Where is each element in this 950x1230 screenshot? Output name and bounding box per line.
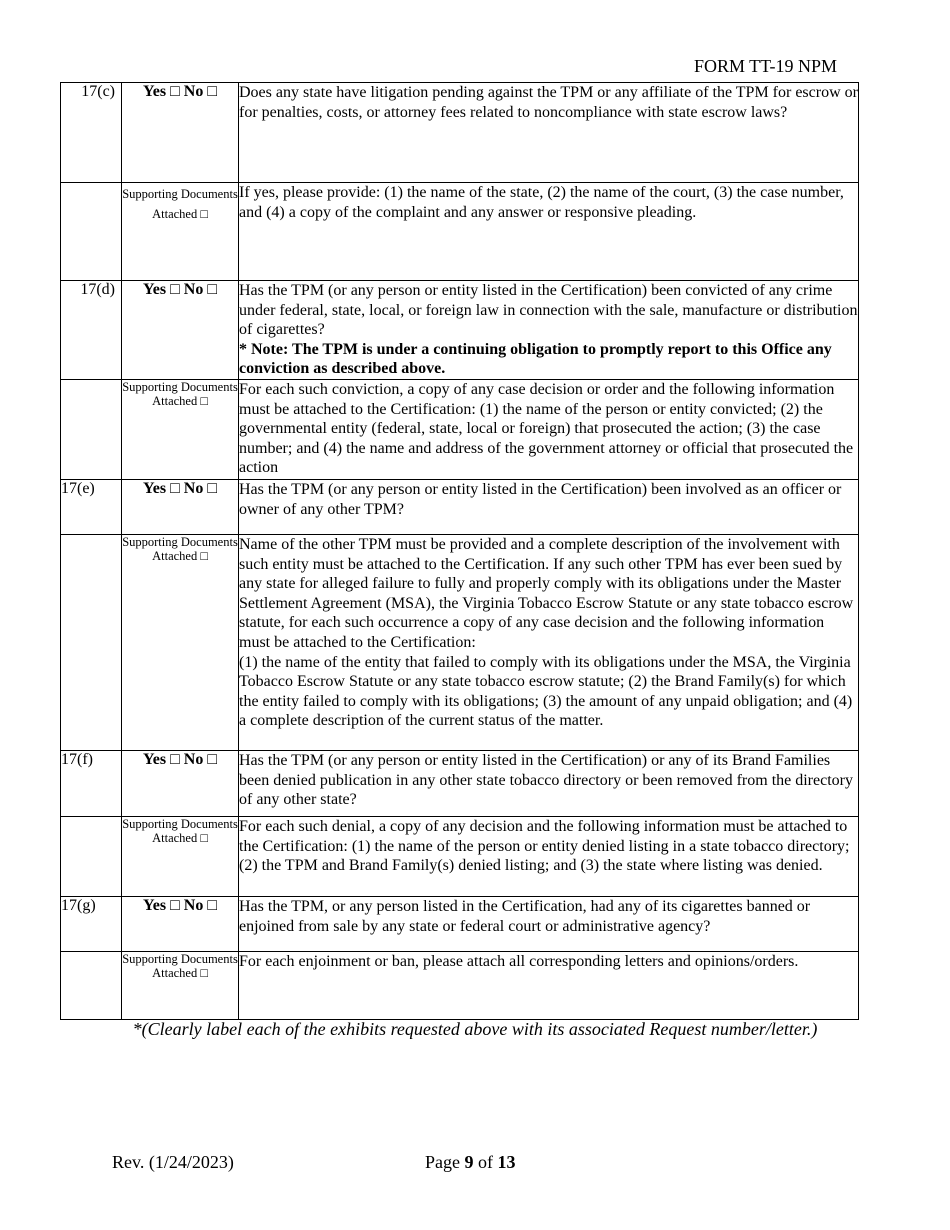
supporting-documents-checkbox[interactable]: Supporting Documents Attached □ <box>122 951 239 1019</box>
page-number: 9 <box>464 1152 474 1172</box>
support-row-17d <box>61 379 859 479</box>
support-instructions: For each enjoinment or ban, please attach all corresponding letters and opinions/orders. <box>239 951 859 1019</box>
support-row-17f <box>61 816 859 896</box>
support-instructions: For each such conviction, a copy of any case decision or order and the following information must be attached to the Certification: (1) the name of the person or entity convicted; (2) the governmental entity (federal, state, local or foreign) that prosecuted the action; (3) the case number; and (4) the name and address of the government attorney or official that prosecuted the action <box>239 379 859 479</box>
question-text: Has the TPM, or any person listed in the Certification, had any of its cigarettes banned or enjoined from sale by any state or federal court or administrative agency? <box>239 896 859 951</box>
support-instructions: Name of the other TPM must be provided and a complete description of the involvement with such entity must be attached to the Certification. If any such other TPM has ever been sued by any state for alleged failure to fully and properly comply with its obligations under the Master Settlement Agreement (MSA), the Virginia Tobacco Escrow Statute or any state tobacco escrow statute, for each such occurrence a copy of any case decision and the following information must be attached to the Certification: <box>239 535 854 651</box>
question-row-17f <box>61 750 859 816</box>
question-row-17c <box>61 83 859 183</box>
question-row-17g <box>61 896 859 951</box>
support-instructions-list: (1) the name of the entity that failed to comply with its obligations under the MSA, the Virginia Tobacco Escrow Statute or any state tobacco escrow statute; (2) the Brand Family(s) for which the entity failed to comply with its obligations; (3) the amount of any unpaid obligation; and (4) a complete description of the current status of the matter. <box>239 653 853 730</box>
yes-no-checkboxes[interactable]: Yes □ No □ <box>122 750 239 816</box>
question-text: Has the TPM (or any person or entity listed in the Certification) been convicted of any crime under federal, state, local, or foreign law in connection with the sale, manufacture or distribution of cigarettes? <box>239 282 858 339</box>
form-id: FORM TT-19 NPM <box>693 56 837 76</box>
question-number: 17(g) <box>61 896 122 951</box>
yes-no-checkboxes[interactable]: Yes □ No □ <box>122 83 239 183</box>
certification-table <box>60 82 859 1020</box>
support-row-17c <box>61 183 859 281</box>
support-instructions: If yes, please provide: (1) the name of the state, (2) the name of the court, (3) the case number, and (4) a copy of the complaint and any answer or responsive pleading. <box>239 183 859 281</box>
yes-no-checkboxes[interactable]: Yes □ No □ <box>122 896 239 951</box>
question-text: Does any state have litigation pending against the TPM or any affiliate of the TPM for escrow or for penalties, costs, or attorney fees related to noncompliance with state escrow laws? <box>239 83 859 183</box>
support-row-17e <box>61 534 859 750</box>
page-of: of <box>478 1152 493 1172</box>
question-text: Has the TPM (or any person or entity listed in the Certification) or any of its Brand Families been denied publication in any other state tobacco directory or been removed from the directory of any other state? <box>239 750 859 816</box>
question-row-17e <box>61 479 859 534</box>
question-number: 17(f) <box>61 750 122 816</box>
supporting-documents-checkbox[interactable]: Supporting Documents Attached □ <box>122 816 239 896</box>
continuing-obligation-note: * Note: The TPM is under a continuing obligation to promptly report to this Office any conviction as described above. <box>239 340 832 378</box>
page-indicator <box>425 1152 516 1173</box>
question-row-17d <box>61 281 859 380</box>
supporting-documents-checkbox[interactable]: Supporting Documents Attached □ <box>122 183 239 281</box>
yes-no-checkboxes[interactable]: Yes □ No □ <box>122 479 239 534</box>
question-number: 17(e) <box>61 479 122 534</box>
page-prefix: Page <box>425 1152 460 1172</box>
page-total: 13 <box>497 1152 516 1172</box>
question-number: 17(c) <box>61 83 122 183</box>
support-instructions: For each such denial, a copy of any decision and the following information must be attached to the Certification: (1) the name of the person or entity denied listing in a state tobacco directory; (2) the TPM and Brand Family(s) denied listing; and (3) the state where listing was denied. <box>239 816 859 896</box>
support-row-17g <box>61 951 859 1019</box>
supporting-documents-checkbox[interactable]: Supporting Documents Attached □ <box>122 534 239 750</box>
question-text: Has the TPM (or any person or entity listed in the Certification) been involved as an officer or owner of any other TPM? <box>239 479 859 534</box>
yes-no-checkboxes[interactable]: Yes □ No □ <box>122 281 239 380</box>
question-number: 17(d) <box>61 281 122 380</box>
supporting-documents-checkbox[interactable]: Supporting Documents Attached □ <box>122 379 239 479</box>
revision-date: Rev. (1/24/2023) <box>112 1152 234 1172</box>
exhibit-label-footnote: *(Clearly label each of the exhibits requested above with its associated Request number/letter.) <box>132 1019 818 1039</box>
